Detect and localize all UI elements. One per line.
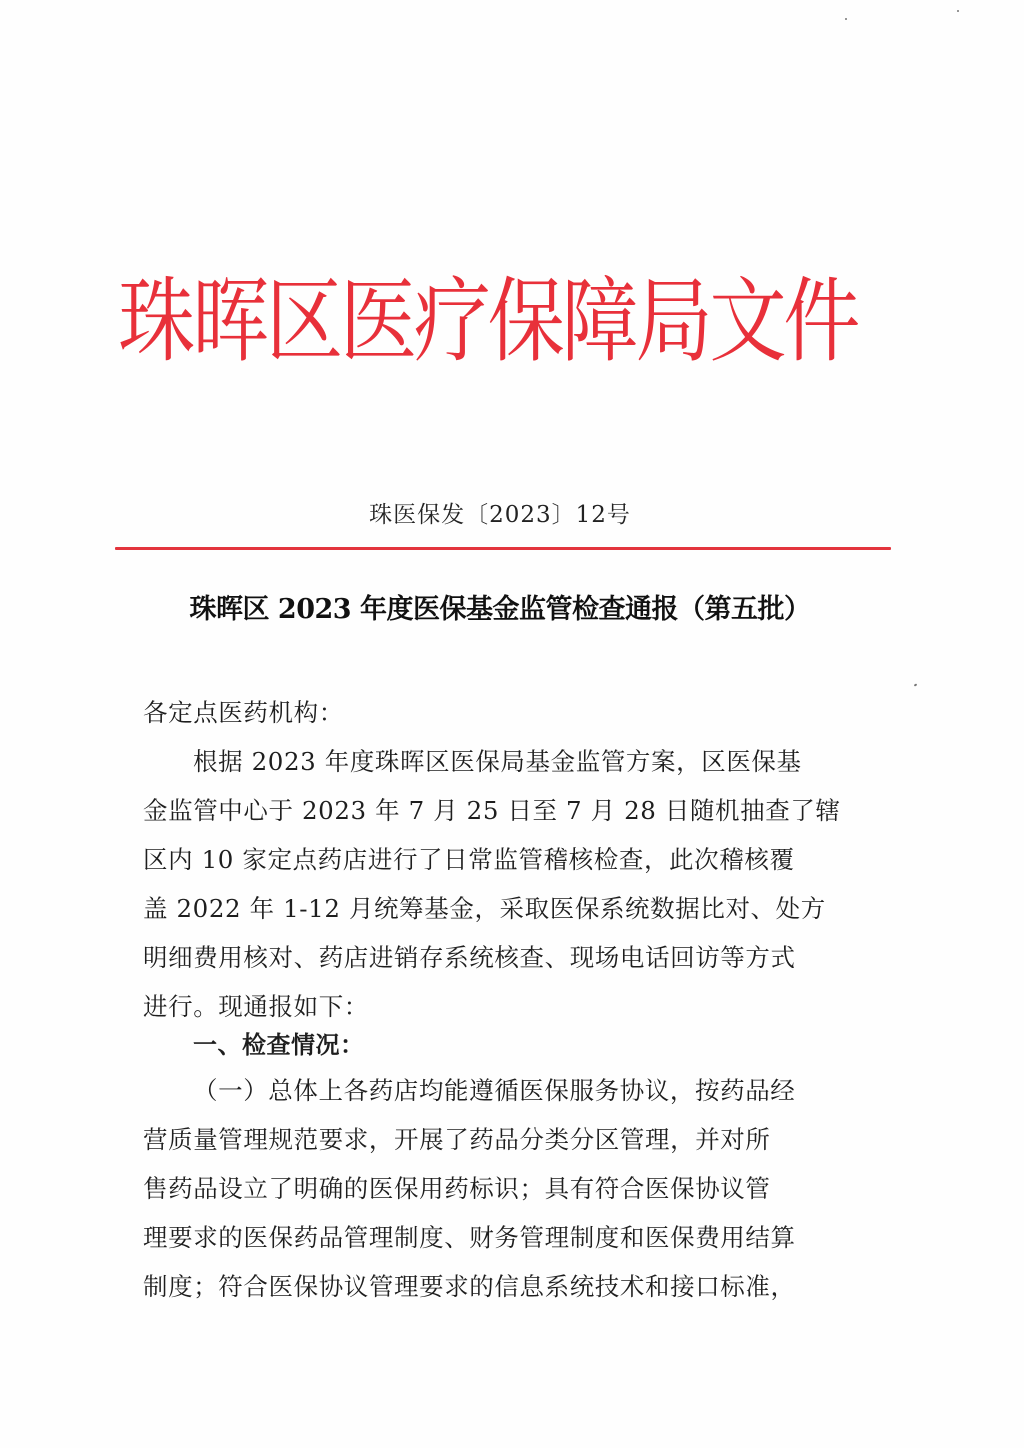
scan-speck	[957, 10, 959, 12]
intro-paragraph	[143, 737, 863, 1031]
paragraph-line: 根据 2023 年度珠晖区医保局基金监管方案，区医保基	[193, 747, 802, 776]
paragraph-line: 盖 2022 年 1-12 月统筹基金，采取医保系统数据比对、处方	[143, 894, 826, 923]
issuer-header-title: 珠晖区医疗保障局文件	[118, 268, 858, 375]
paragraph-line: 明细费用核对、药店进销存系统核查、现场电话回访等方式	[143, 943, 796, 972]
scan-speck	[845, 18, 847, 20]
paragraph-line: （一）总体上各药店均能遵循医保服务协议，按药品经	[193, 1076, 796, 1105]
paragraph-line: 区内 10 家定点药店进行了日常监管稽核检查，此次稽核覆	[143, 845, 795, 874]
section-paragraph	[143, 1066, 863, 1311]
paragraph-line: 制度；符合医保协议管理要求的信息系统技术和接口标准，	[143, 1272, 796, 1301]
section-heading: 一、检查情况：	[193, 1031, 365, 1059]
salutation: 各定点医药机构：	[143, 698, 344, 727]
paragraph-line: 进行。现通报如下：	[143, 992, 369, 1021]
red-divider-line	[115, 547, 891, 550]
paragraph-line: 理要求的医保药品管理制度、财务管理制度和医保费用结算	[143, 1223, 796, 1252]
paragraph-line: 营质量管理规范要求，开展了药品分类分区管理，并对所	[143, 1125, 771, 1154]
paragraph-line: 金监管中心于 2023 年 7 月 25 日至 7 月 28 日随机抽查了辖	[143, 796, 841, 825]
section-heading-row	[143, 1021, 863, 1070]
document-number: 珠医保发〔2023〕12号	[369, 502, 631, 528]
scan-speck	[914, 683, 918, 686]
notice-title: 珠晖区 2023 年度医保基金监管检查通报（第五批）	[189, 594, 811, 625]
paragraph-line: 售药品设立了明确的医保用药标识；具有符合医保协议管	[143, 1174, 771, 1203]
